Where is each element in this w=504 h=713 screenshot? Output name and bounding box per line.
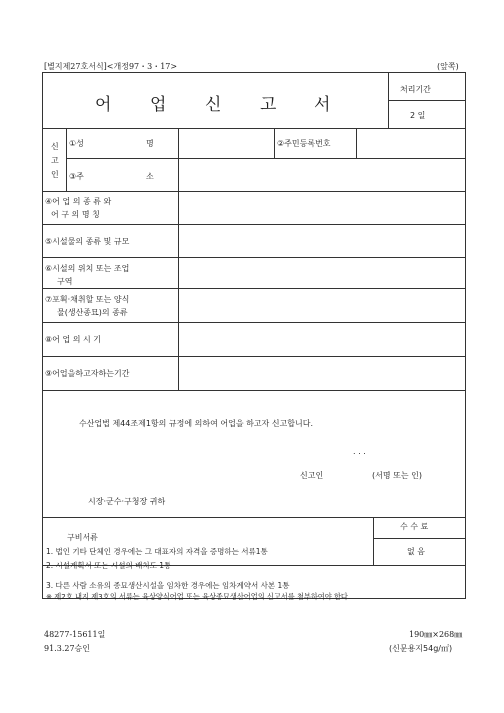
fee-label: 수 수 료	[400, 522, 429, 531]
date-line: . . .	[353, 447, 366, 456]
form-reference: [별지제27호서식]<개정97・3・17>	[44, 62, 178, 71]
approval-date: 91.3.27승인	[44, 644, 90, 653]
fishing-period-label: ⑨어업을하고자하는기간	[45, 369, 130, 378]
title-char: 고	[260, 95, 277, 115]
rrn-field[interactable]	[358, 130, 464, 156]
rrn-label: ②주민등록번호	[277, 139, 331, 148]
processing-period-label: 처리기간	[400, 85, 431, 94]
fishery-type-label-2: 어 구 의 명 칭	[51, 210, 100, 219]
title-char: 서	[314, 95, 331, 115]
facility-field[interactable]	[180, 226, 464, 255]
page-side-label: (앞쪽)	[437, 62, 459, 71]
fishery-type-label: ④어 업 의 종 류 와	[45, 197, 112, 206]
species-label-2: 물(생산종묘)의 종류	[57, 308, 128, 317]
name-label-tail: 명	[146, 139, 154, 148]
title-char: 신	[205, 95, 222, 115]
addressee: 시장·군수·구청장 귀하	[88, 497, 166, 506]
fishery-type-field[interactable]	[180, 193, 464, 222]
species-field[interactable]	[180, 290, 464, 320]
applicant-group-label: 고	[51, 156, 59, 165]
paper-size: 190㎜×268㎜	[409, 630, 463, 639]
document-item: 1. 법인 기타 단체인 경우에는 그 대표자의 자격을 증명하는 서류1통	[46, 547, 268, 556]
address-label-tail: 소	[146, 172, 154, 181]
facility-label: ⑤시설물의 종류 및 규모	[45, 237, 130, 246]
signature-note: (서명 또는 인)	[372, 471, 422, 480]
address-field[interactable]	[180, 160, 464, 189]
title-char: 어	[95, 95, 112, 115]
fee-value: 없 음	[407, 547, 425, 556]
applicant-group-label: 인	[51, 170, 59, 179]
documents-note: ※ 제2호 내지 제3호의 서류는 육상양식어업 또는 육상종묘생산어업의 신고서를 첨부하여야 한다.	[46, 592, 351, 601]
document-item: 3. 다른 사람 소유의 종묘생산시설을 임차한 경우에는 임차계약서 사본 1통	[46, 581, 290, 590]
fishing-season-label: ⑧어 업 의 시 기	[45, 335, 101, 344]
document-item: 2. 시설계획서 또는 시설의 배치도 1통	[46, 561, 172, 570]
location-label-2: 구역	[57, 277, 73, 286]
location-field[interactable]	[180, 259, 464, 286]
species-label: ⑦포획·채취할 또는 양식	[45, 295, 130, 304]
title-char: 업	[150, 95, 167, 115]
address-label: ③주	[69, 172, 84, 181]
fishing-period-field[interactable]	[180, 358, 464, 388]
name-label: ①성	[69, 139, 84, 148]
fishing-season-field[interactable]	[180, 324, 464, 354]
documents-title: 구비서류	[67, 533, 98, 542]
applicant-group-label: 신	[51, 142, 59, 151]
processing-period-value: 2 일	[410, 111, 426, 120]
location-label: ⑥시설의 위치 또는 조업	[45, 264, 130, 273]
declaration-text: 수산업법 제44조제1항의 규정에 의하여 어업을 하고자 신고합니다.	[79, 419, 313, 428]
signature-field[interactable]	[330, 466, 370, 482]
form-code: 48277-15611일	[44, 630, 106, 639]
paper-type: (신문용지54g/㎡)	[389, 644, 453, 653]
applicant-sign-label: 신고인	[300, 471, 324, 480]
name-field[interactable]	[180, 130, 272, 156]
